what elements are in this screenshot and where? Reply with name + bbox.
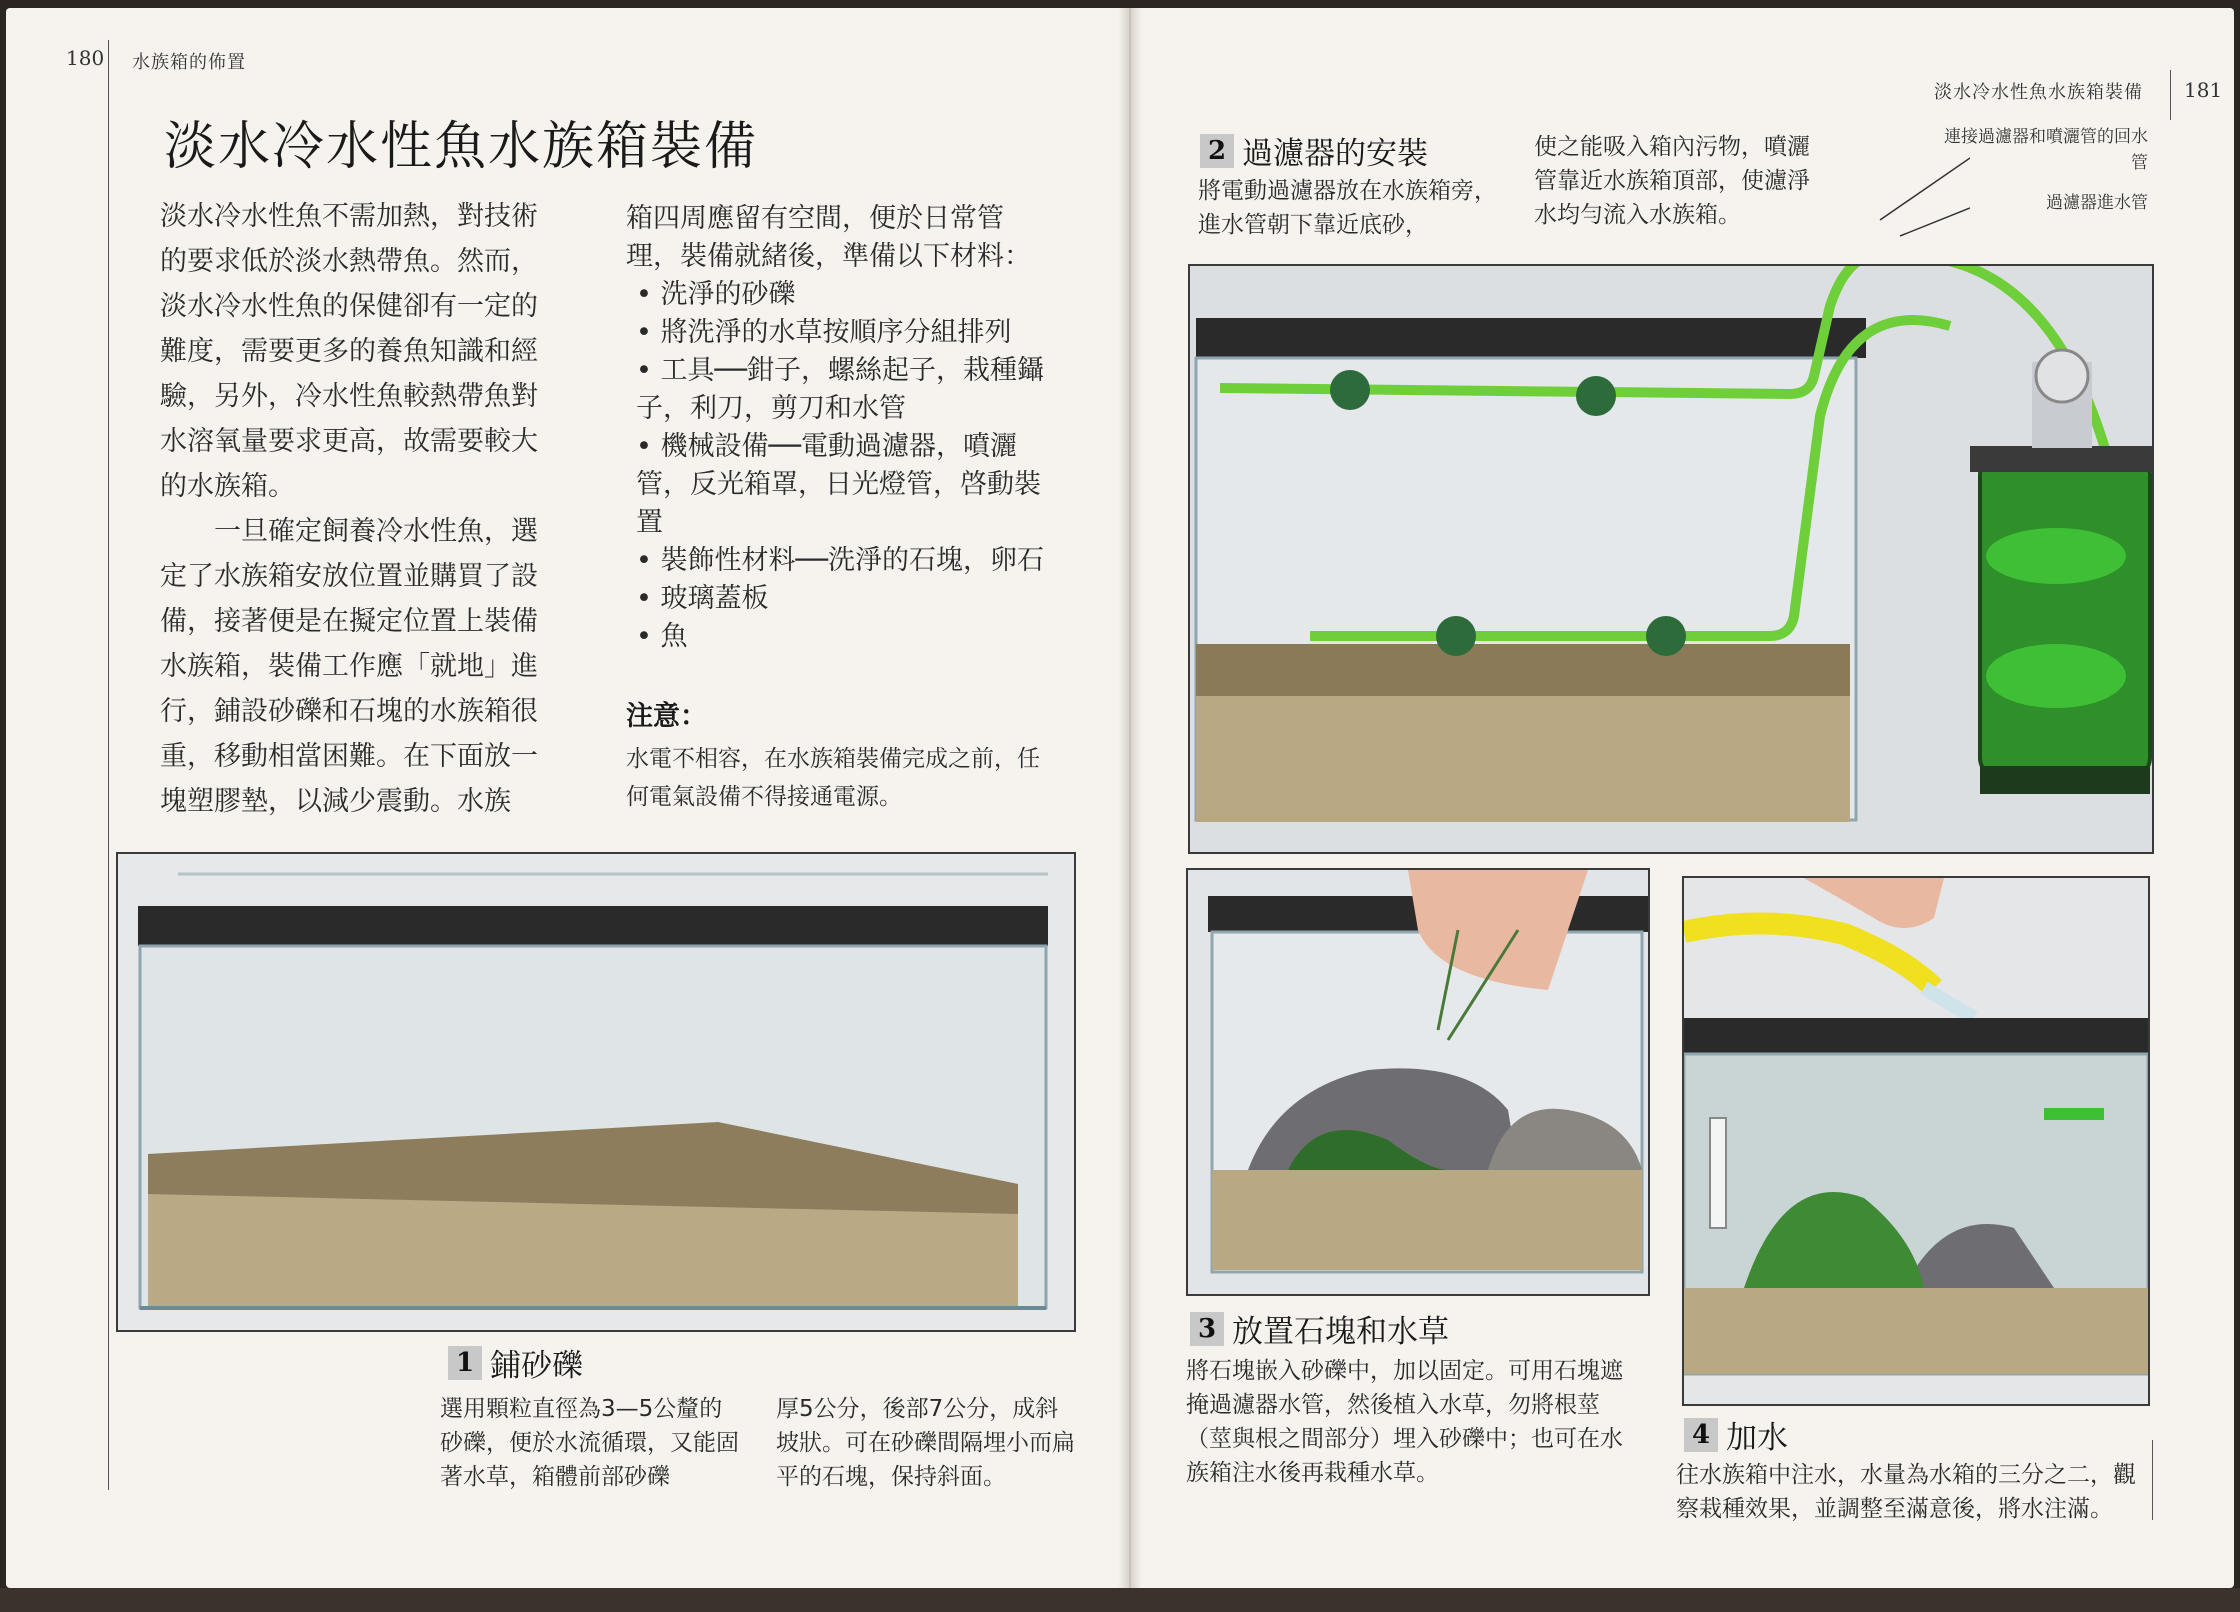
note-text: 水電不相容，在水族箱裝備完成之前，任何電氣設備不得接通電源。 [626,746,1040,810]
list-item: • 洗淨的砂礫 [626,276,1046,314]
label-return-pipe: 連接過濾器和噴灑管的回水管 [1944,127,2148,173]
step2-number: 2 [1200,134,1234,168]
gravel-tank-illustration [118,854,1074,1330]
list-item: • 魚 [626,618,1046,656]
list-item: • 機械設備──電動過濾器，噴灑管，反光箱罩，日光燈管，啓動裝置 [626,428,1046,542]
book-bottom-edge [0,1588,2240,1612]
step4-title: 加水 [1726,1420,1788,1456]
step4-heading [1684,1412,1788,1457]
step4-number: 4 [1684,1418,1718,1452]
rocks-plants-illustration [1188,870,1648,1294]
list-item: • 玻璃蓋板 [626,580,1046,618]
step4-text: 往水族箱中注水，水量為水箱的三分之二，觀察栽種效果，並調整至滿意後，將水注滿。 [1676,1462,2136,1522]
label-leader-lines [1870,150,1970,240]
materials-column [626,200,1046,656]
materials-intro: 箱四周應留有空間，便於日常管理，裝備就緒後，準備以下材料： [626,203,1031,272]
step1-text-a: 選用顆粒直徑為3—5公釐的砂礫，便於水流循環，又能固著水草，箱體前部砂礫 [440,1396,739,1490]
note-title: 注意： [626,701,707,732]
step2-text-a: 將電動過濾器放在水族箱旁，進水管朝下靠近底砂， [1198,178,1497,238]
filter-illustration [1190,266,2152,852]
left-folio: 180 [66,46,105,70]
intro-paragraph-2: 一旦確定飼養冷水性魚，選定了水族箱安放位置並購買了設備，接著便是在擬定位置上裝備水族箱，裝備工作應「就地」進行，鋪設砂礫和石塊的水族箱很重，移動相當困難。在下面放一塊塑膠墊，以減少震動。水族 [160,516,538,817]
step3-text: 將石塊嵌入砂礫中，加以固定。可用石塊遮掩過濾器水管，然後植入水草，勿將根莖（莖與根之間部分）埋入砂礫中；也可在水族箱注水後再栽種水草。 [1186,1358,1623,1486]
photo-gravel-tank [116,852,1076,1332]
list-item: • 裝飾性材料──洗淨的石塊，卵石 [626,542,1046,580]
photo-adding-water [1682,876,2150,1406]
left-margin-rule [108,40,109,1490]
list-item: • 工具──鉗子，螺絲起子，栽種鑷子，利刀，剪刀和水管 [626,352,1046,428]
step2-text-b: 使之能吸入箱內污物，噴灑管靠近水族箱頂部，使濾淨水均勻流入水族箱。 [1534,134,1810,228]
step2-title: 過濾器的安裝 [1242,136,1428,172]
step3-heading [1190,1306,1449,1351]
right-folio: 181 [2184,78,2223,102]
step3-number: 3 [1190,1312,1224,1346]
step1-text-b: 厚5公分，後部7公分，成斜坡狀。可在砂礫間隔埋小而扁平的石塊，保持斜面。 [776,1396,1075,1490]
step1-heading [448,1340,583,1385]
photo-filter-install [1188,264,2154,854]
right-running-head: 淡水冷水性魚水族箱裝備 [1934,82,2143,103]
left-running-head: 水族箱的佈置 [132,52,246,73]
step1-number: 1 [448,1346,482,1380]
right-header-rule [2170,70,2171,120]
materials-list [626,276,1046,656]
label-inlet-pipe: 過濾器進水管 [2046,193,2148,213]
photo-rocks-plants [1186,868,1650,1296]
step3-title: 放置石塊和水草 [1232,1314,1449,1350]
adding-water-illustration [1684,878,2148,1404]
step2-heading [1200,128,1428,173]
intro-column [160,194,552,824]
intro-paragraph-1: 淡水冷水性魚不需加熱，對技術的要求低於淡水熱帶魚。然而，淡水冷水性魚的保健卻有一定的難度，需要更多的養魚知識和經驗，另外，冷水性魚較熱帶魚對水溶氧量要求更高，故需要較大的水族箱。 [160,201,538,502]
step1-title: 鋪砂礫 [490,1348,583,1384]
page-title: 淡水冷水性魚水族箱裝備 [164,117,759,177]
right-bottom-rule [2152,1440,2153,1520]
book-gutter [1118,8,1142,1588]
list-item: • 將洗淨的水草按順序分組排列 [626,314,1046,352]
